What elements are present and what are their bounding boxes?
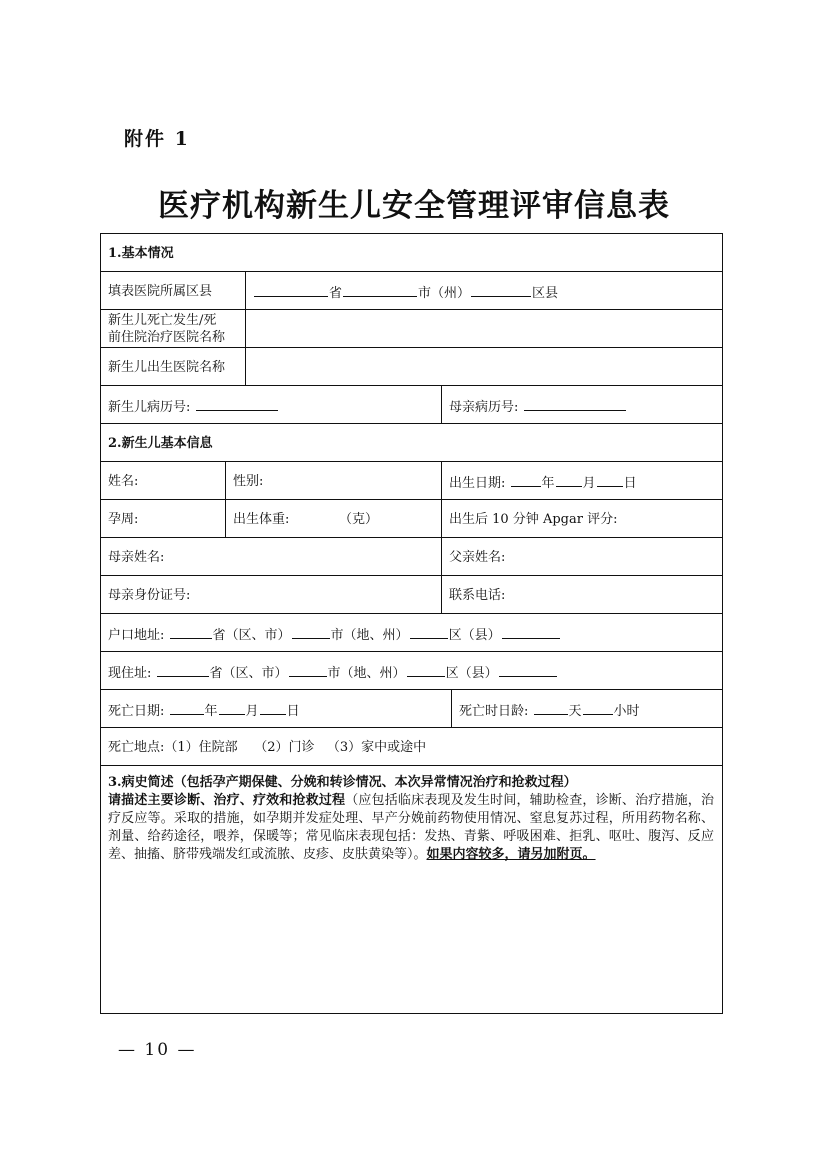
death-place-row	[101, 728, 722, 766]
info-form-table	[100, 233, 723, 1014]
newborn-record-blank[interactable]	[196, 398, 278, 411]
hours-label: 小时	[613, 704, 640, 719]
death-month-blank[interactable]	[219, 702, 245, 715]
section3-history	[101, 766, 722, 1013]
mother-record-label: 母亲病历号:	[449, 400, 519, 415]
addr-city-label: 市（地、州）	[330, 628, 409, 643]
hospital-region-label: 填表医院所属区县	[108, 284, 213, 299]
mother-id-row	[101, 576, 722, 614]
name-label: 姓名:	[108, 474, 139, 489]
death-age-days-blank[interactable]	[534, 702, 568, 715]
district-blank[interactable]	[471, 284, 531, 297]
residence-label: 现住址:	[108, 666, 152, 681]
death-hospital-label-line1: 新生儿死亡发生/死	[108, 313, 217, 328]
residence-city-blank[interactable]	[289, 664, 327, 677]
household-detail-blank[interactable]	[502, 626, 560, 639]
province-blank[interactable]	[254, 284, 328, 297]
gestation-weight-row	[101, 500, 722, 538]
birth-day-blank[interactable]	[597, 474, 623, 487]
birth-year-blank[interactable]	[511, 474, 541, 487]
section3-instruction-note: 如果内容较多，请另加附页。	[426, 847, 596, 862]
residence-province-blank[interactable]	[157, 664, 209, 677]
mother-record-blank[interactable]	[524, 398, 626, 411]
birth-hospital-field[interactable]	[246, 348, 722, 385]
household-label: 户口地址:	[108, 628, 165, 643]
name-gender-row	[101, 462, 722, 500]
gender-label: 性别:	[233, 474, 264, 489]
province-label: 省	[329, 286, 343, 301]
newborn-record-label: 新生儿病历号:	[108, 400, 191, 415]
residence-detail-blank[interactable]	[499, 664, 557, 677]
household-province-blank[interactable]	[170, 626, 212, 639]
birth-hospital-label: 新生儿出生医院名称	[108, 360, 226, 375]
birth-date-label: 出生日期:	[449, 476, 506, 491]
year-label: 年	[204, 704, 218, 719]
history-description-field[interactable]	[101, 886, 722, 1013]
city-blank[interactable]	[343, 284, 417, 297]
district-label: 区县	[532, 286, 559, 301]
parent-name-row	[101, 538, 722, 576]
month-label: 月	[582, 476, 596, 491]
days-label: 天	[568, 704, 582, 719]
phone-label: 联系电话:	[449, 588, 506, 603]
death-hospital-field[interactable]	[246, 310, 722, 347]
death-date-row	[101, 690, 722, 728]
death-day-blank[interactable]	[260, 702, 286, 715]
hospital-region-row	[101, 272, 722, 310]
death-place-label: 死亡地点:	[108, 740, 165, 755]
residence-address-row	[101, 652, 722, 690]
year-label: 年	[541, 476, 555, 491]
death-age-label: 死亡时日龄:	[459, 704, 529, 719]
addr-province-label: 省（区、市）	[212, 628, 291, 643]
addr-province-label: 省（区、市）	[209, 666, 288, 681]
section3-heading: 3.病史简述（包括孕产期保健、分娩和转诊情况、本次异常情况治疗和抢救过程）	[108, 775, 577, 790]
day-label: 日	[623, 476, 637, 491]
section2-heading: 2.新生儿基本信息	[108, 436, 213, 451]
place-option-home[interactable]: （3）家中或途中	[326, 740, 427, 755]
city-label: 市（州）	[418, 286, 471, 301]
apgar-label: 出生后 10 分钟 Apgar 评分:	[449, 512, 618, 527]
household-district-blank[interactable]	[410, 626, 448, 639]
section1-heading-row	[101, 234, 722, 272]
death-age-hours-blank[interactable]	[583, 702, 613, 715]
household-city-blank[interactable]	[292, 626, 330, 639]
page-number: — 10 —	[118, 1040, 197, 1060]
birth-weight-label: 出生体重:	[233, 512, 290, 527]
section1-heading: 1.基本情况	[108, 246, 174, 261]
mother-name-label: 母亲姓名:	[108, 550, 165, 565]
place-option-inpatient[interactable]: （1）住院部	[164, 740, 238, 755]
residence-district-blank[interactable]	[407, 664, 445, 677]
birth-month-blank[interactable]	[556, 474, 582, 487]
month-label: 月	[245, 704, 259, 719]
form-title: 医疗机构新生儿安全管理评审信息表	[158, 188, 670, 224]
death-hospital-label-line2: 前住院治疗医院名称	[108, 330, 226, 345]
gestation-label: 孕周:	[108, 512, 139, 527]
death-year-blank[interactable]	[170, 702, 204, 715]
section3-instruction-bold: 请描述主要诊断、治疗、疗效和抢救过程	[108, 793, 346, 808]
weight-unit: （克）	[339, 512, 379, 527]
section2-heading-row	[101, 424, 722, 462]
addr-district-label: 区（县）	[445, 666, 498, 681]
mother-id-label: 母亲身份证号:	[108, 588, 191, 603]
record-number-row	[101, 386, 722, 424]
birth-hospital-row	[101, 348, 722, 386]
day-label: 日	[286, 704, 300, 719]
household-address-row	[101, 614, 722, 652]
addr-district-label: 区（县）	[448, 628, 501, 643]
death-hospital-row	[101, 310, 722, 348]
addr-city-label: 市（地、州）	[327, 666, 406, 681]
section3-instruction-text: （应包括临床表现及发生时间，辅助检查，诊断、治疗措施，治疗反应等。采取的措施，如孕期并发症处理、早产分娩前药物使用情况、窒息复苏过程，所用药物名称、剂量、给药途径，喂养，保暖等；常见临床表现包括：发热、青紫、呼吸困难、拒乳、呕吐、腹泻、反应差、抽搐、脐带残端发红或流脓、皮疹、皮肤黄染等）。	[108, 793, 714, 862]
attachment-label: 附件 1	[124, 128, 190, 150]
death-date-label: 死亡日期:	[108, 704, 165, 719]
father-name-label: 父亲姓名:	[449, 550, 506, 565]
place-option-outpatient[interactable]: （2）门诊	[254, 740, 315, 755]
